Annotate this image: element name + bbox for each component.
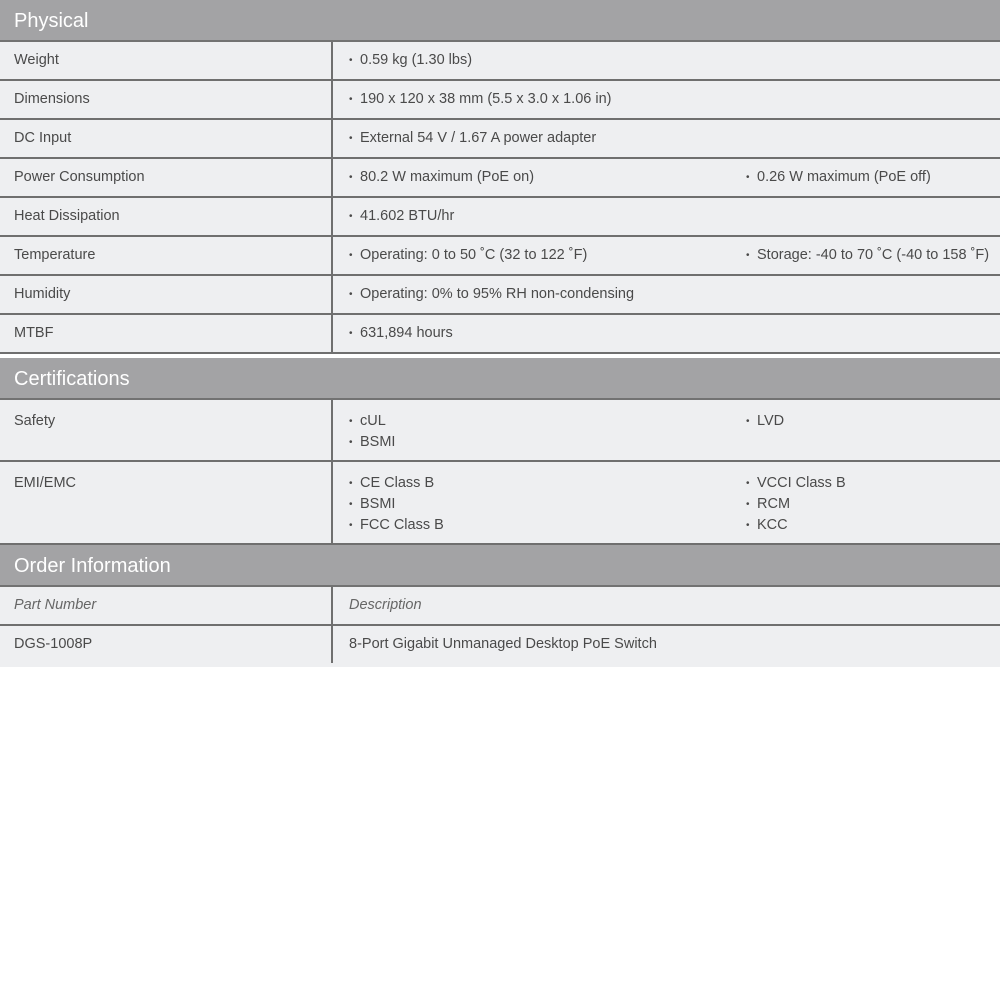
spec-row-weight [0,42,1000,81]
table-bottom [0,663,1000,667]
spec-label: Power Consumption [0,159,333,196]
spec-value: • 0.26 W maximum (PoE off) [746,159,996,196]
description-header-text: Description [349,597,422,613]
spec-row-power-consumption [0,159,1000,198]
spec-value: • KCC [746,515,996,536]
spec-row-dimensions [0,81,1000,120]
spec-value: • 0.59 kg (1.30 lbs) [349,42,746,79]
part-number: DGS-1008P [0,626,333,663]
spec-value: • VCCI Class B [746,473,996,494]
order-row [0,626,1000,663]
spec-value: • 41.602 BTU/hr [349,198,746,235]
spec-value: • cUL [349,411,746,432]
spec-row-emi-emc [0,462,1000,545]
spec-values [333,120,1000,157]
spec-row-temperature [0,237,1000,276]
spec-values [333,462,1000,543]
spec-value: • LVD [746,411,996,432]
description-column-header [333,587,1000,624]
spec-label: Temperature [0,237,333,274]
spec-label: DC Input [0,120,333,157]
spec-values [333,315,1000,352]
spec-value: • Storage: -40 to 70 ˚C (-40 to 158 ˚F) [746,237,996,274]
spec-value: • FCC Class B [349,515,746,536]
order-description: 8-Port Gigabit Unmanaged Desktop PoE Switch [349,636,657,652]
spec-label: Weight [0,42,333,79]
spec-value: • 80.2 W maximum (PoE on) [349,159,746,196]
spec-row-dc-input [0,120,1000,159]
spec-value: • Operating: 0% to 95% RH non-condensing [349,276,746,313]
spec-values [333,237,1000,274]
part-number-column-header: Part Number [0,587,333,624]
spec-values [333,276,1000,313]
order-section-header: Order Information [0,545,1000,587]
spec-label: Safety [0,400,333,460]
spec-label: EMI/EMC [0,462,333,543]
spec-values [333,42,1000,79]
spec-values [333,198,1000,235]
spec-label: MTBF [0,315,333,352]
spec-values [333,400,1000,460]
spec-value: • BSMI [349,432,746,453]
spec-row-humidity [0,276,1000,315]
physical-section-header: Physical [0,0,1000,42]
spec-value: • CE Class B [349,473,746,494]
spec-label: Humidity [0,276,333,313]
spec-value: • BSMI [349,494,746,515]
spec-value: • External 54 V / 1.67 A power adapter [349,120,746,157]
spec-label: Dimensions [0,81,333,118]
spec-value: • RCM [746,494,996,515]
spec-values [333,81,1000,118]
spec-row-mtbf [0,315,1000,354]
certifications-section-header: Certifications [0,358,1000,400]
spec-value: • 631,894 hours [349,315,746,352]
spec-row-heat-dissipation [0,198,1000,237]
spec-value: • 190 x 120 x 38 mm (5.5 x 3.0 x 1.06 in) [349,81,746,118]
spec-row-safety [0,400,1000,462]
spec-label: Heat Dissipation [0,198,333,235]
spec-value: • Operating: 0 to 50 ˚C (32 to 122 ˚F) [349,237,746,274]
order-column-headers [0,587,1000,626]
order-description-cell [333,626,1000,663]
spec-values [333,159,1000,196]
